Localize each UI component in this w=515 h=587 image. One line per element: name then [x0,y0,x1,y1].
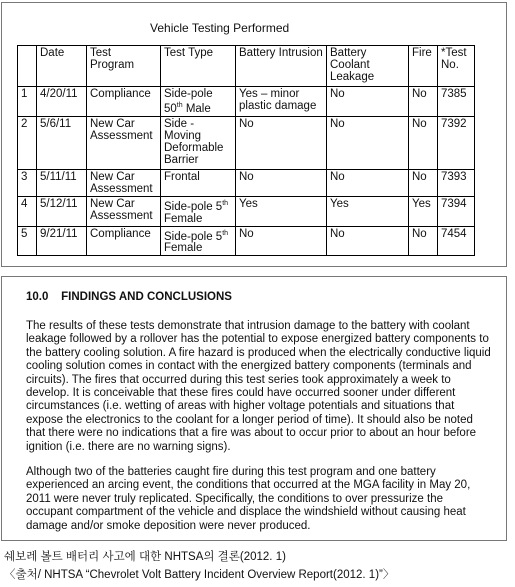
table-row [18,196,475,226]
row-leakage: No [327,226,409,256]
table-row [18,169,475,196]
header-num [18,46,37,87]
caption-source: 〈출처/ NHTSA “Chevrolet Volt Battery Incident Overview Report(2012. 1)”〉 [4,569,395,581]
row-date: 5/12/11 [37,196,87,226]
header-fire: Fire [409,46,438,87]
row-fire: No [409,116,438,169]
row-num: 3 [18,169,37,196]
table-row [18,226,475,256]
row-intrusion: No [236,226,327,256]
row-leakage: Yes [327,196,409,226]
row-program: New Car Assessment [87,116,161,169]
header-test-type: Test Type [161,46,236,87]
row-intrusion: Yes [236,196,327,226]
caption-line-1: 쉐보레 볼트 배터리 사고에 대한 NHTSA의 결론(2012. 1) [4,551,286,563]
row-intrusion: Yes – minor plastic damage [236,87,327,117]
row-num: 4 [18,196,37,226]
table-row [18,116,475,169]
table-row [18,87,475,117]
row-test-no: 7392 [438,116,475,169]
row-type: Frontal [161,169,236,196]
row-num: 2 [18,116,37,169]
row-date: 9/21/11 [37,226,87,256]
row-fire: No [409,87,438,117]
header-date: Date [37,46,87,87]
row-test-no: 7454 [438,226,475,256]
row-test-no: 7385 [438,87,475,117]
vehicle-testing-table [17,45,475,256]
row-date: 4/20/11 [37,87,87,117]
findings-paragraph-1: The results of these tests demonstrate that intrusion damage to the battery with coolant leakage followed by a rollover has the potential to expose energized battery components to the battery cooling solution. A fire hazard is produced when the electrically conductive liquid cooling solution comes in contact with the energized battery components (terminals and circuits). The fires that occurred during this test series took approximately a week to develop. It is conceivable that these fires could have occurred sooner under different circumstances (i.e. wetting of areas with higher voltage potentials and situations that expose the electronics to the coolant for a longer period of time). It should also be noted that there were no indications that a fire was about to occur prior to about an hour before ignition (i.e. there are no warning signs). [26,320,491,453]
row-num: 5 [18,226,37,256]
row-num: 1 [18,87,37,117]
row-program: Compliance [87,87,161,117]
row-leakage: No [327,169,409,196]
row-test-no: 7394 [438,196,475,226]
table-header-row [18,46,475,87]
row-leakage: No [327,87,409,117]
row-program: Compliance [87,226,161,256]
header-battery-intrusion: Battery Intrusion [236,46,327,87]
row-test-no: 7393 [438,169,475,196]
row-date: 5/11/11 [37,169,87,196]
row-fire: No [409,169,438,196]
row-program: New Car Assessment [87,196,161,226]
header-test-no: *Test No. [438,46,475,87]
table-title: Vehicle Testing Performed [150,21,290,35]
row-type: Side-pole 5th Female [161,196,236,226]
row-type: Side-pole 5th Female [161,226,236,256]
row-date: 5/6/11 [37,116,87,169]
section-heading: 10.0 FINDINGS AND CONCLUSIONS [26,291,232,303]
row-intrusion: No [236,169,327,196]
row-fire: No [409,226,438,256]
row-leakage: No [327,116,409,169]
row-intrusion: No [236,116,327,169]
row-type: Side - Moving Deformable Barrier [161,116,236,169]
row-type: Side-pole 50th Male [161,87,236,117]
row-fire: Yes [409,196,438,226]
header-test-program: Test Program [87,46,161,87]
row-program: New Car Assessment [87,169,161,196]
header-coolant-leakage: Battery Coolant Leakage [327,46,409,87]
findings-paragraph-2: Although two of the batteries caught fire during this test program and one battery experienced an arcing event, the conditions that occurred at the MGA facility in May 20, 2011 were never truly replicated. Specifically, the conditions to over pressurize the occupant compartment of the vehicle and displace the windshield without causing heat damage and/or smoke deposition were never produced. [26,466,471,532]
